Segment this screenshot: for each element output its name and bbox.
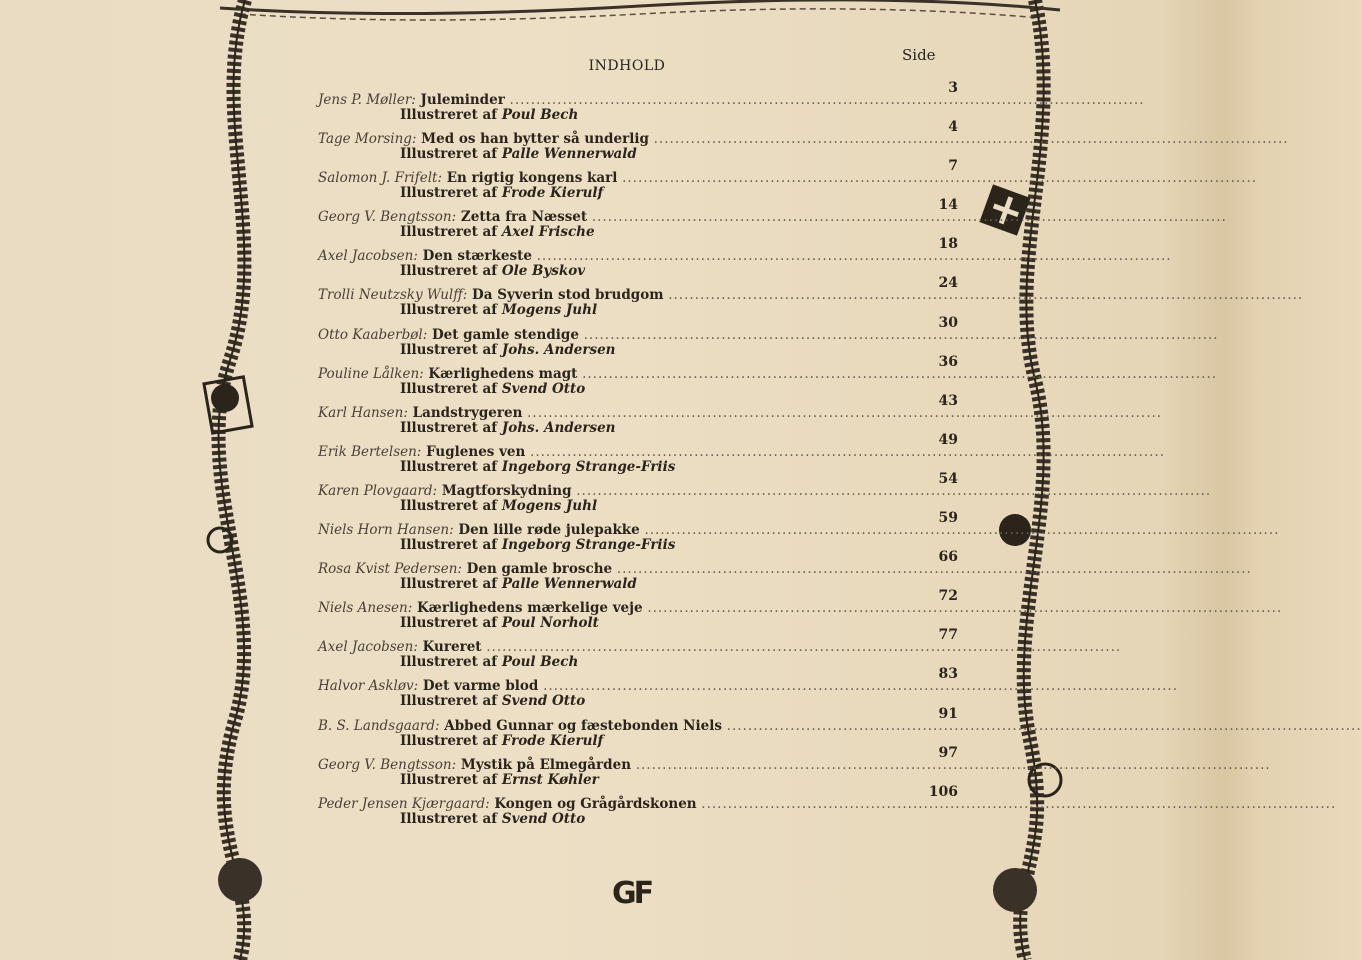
entry-title-line	[318, 209, 1227, 226]
toc-entry	[318, 197, 1227, 242]
entry-author: Niels Anesen:	[318, 600, 413, 617]
entry-title: Kærlighedens mærkelige veje	[416, 600, 643, 617]
entry-illustrator: Frode Kierulf	[501, 732, 604, 749]
entry-illustrator-line	[400, 615, 599, 631]
toc-entry	[318, 158, 1258, 203]
entry-author: Axel Jacobsen:	[318, 639, 418, 656]
entry-author: Karen Plovgaard:	[318, 482, 438, 499]
entry-title: Abbed Gunnar og fæstebonden Niels	[444, 717, 722, 734]
entry-illustrator-line	[400, 654, 578, 670]
illustrated-prefix: Illustreret af	[400, 185, 498, 202]
entry-title-line	[318, 92, 1145, 108]
illustrated-prefix: Illustreret af	[400, 576, 498, 593]
entry-author: Otto Kaaberbøl:	[318, 326, 428, 343]
page-number: 54	[938, 470, 958, 487]
entry-author: Axel Jacobsen:	[318, 248, 418, 265]
entry-illustrator-line	[400, 459, 675, 475]
illustrated-prefix: Illustreret af	[400, 497, 498, 514]
page-number: 24	[938, 275, 958, 292]
contents-heading: INDHOLD	[588, 58, 666, 74]
toc-entry	[318, 744, 1271, 790]
entry-title-line	[318, 561, 1252, 578]
entry-illustrator: Ernst Køhler	[501, 771, 599, 788]
entry-author: Pouline Lålken:	[318, 365, 424, 382]
entry-illustrator-line	[400, 107, 578, 123]
entry-title: Kureret	[422, 639, 482, 656]
page-number: 36	[938, 353, 958, 370]
entry-author: Jens P. Møller:	[318, 92, 416, 108]
entry-illustrator-line	[400, 420, 615, 436]
dot-leader: ........................................................................................................................	[583, 326, 1219, 343]
illustrated-prefix: Illustreret af	[400, 146, 498, 163]
entry-author: Salomon J. Frifelt:	[318, 170, 443, 187]
entry-illustrator: Palle Wennerwald	[501, 146, 637, 163]
illustrated-prefix: Illustreret af	[400, 810, 498, 827]
entry-illustrator: Poul Bech	[501, 654, 579, 671]
entry-author: Georg V. Bengtsson:	[318, 209, 457, 226]
entry-author: Trolli Neutzsky Wulff:	[318, 287, 468, 304]
entry-illustrator: Poul Bech	[501, 107, 579, 123]
page-number: 97	[938, 744, 958, 761]
entry-title-line	[318, 482, 1212, 499]
entry-author: Karl Hansen:	[318, 404, 408, 421]
entry-illustrator-line	[400, 263, 585, 279]
dot-leader: ........................................................................................................................	[616, 561, 1252, 578]
entry-author: Peder Jensen Kjærgaard:	[318, 795, 490, 812]
entry-title: Magtforskydning	[441, 482, 572, 499]
entry-illustrator-line	[400, 224, 595, 240]
page-number: 72	[938, 588, 958, 605]
entry-author: Tage Morsing:	[318, 131, 417, 148]
entry-illustrator-line	[400, 537, 675, 553]
page-column-label: Side	[902, 46, 936, 64]
illustrated-prefix: Illustreret af	[400, 771, 498, 788]
dot-leader: ........................................................................................................................	[486, 639, 1122, 656]
illustrated-prefix: Illustreret af	[400, 458, 498, 475]
dot-leader: ........................................................................................................................	[530, 443, 1165, 460]
entry-title-line	[318, 756, 1271, 773]
entry-illustrator: Palle Wennerwald	[501, 576, 637, 593]
illustrated-prefix: Illustreret af	[400, 419, 498, 436]
entry-title: Da Syverin stod brudgom	[472, 287, 664, 304]
entry-author: B. S. Landsgaard:	[318, 717, 440, 734]
page-number: 49	[938, 431, 958, 448]
toc-entry	[318, 588, 1283, 633]
entry-title-line	[318, 600, 1283, 617]
top-decorative-border	[200, 0, 1080, 30]
entry-title: Med os han bytter så underlig	[421, 131, 649, 148]
entry-title: Kongen og Grågårdskonen	[494, 795, 697, 812]
illustrated-prefix: Illustreret af	[400, 732, 498, 749]
entry-title-line	[318, 170, 1258, 187]
page-number: 7	[948, 158, 958, 175]
entry-title-line	[318, 639, 1122, 656]
entry-title-line	[318, 795, 1337, 812]
page-number: 18	[938, 236, 958, 253]
entry-author: Erik Bertelsen:	[318, 443, 422, 460]
page-number: 43	[938, 392, 958, 409]
page-number: 59	[938, 510, 958, 527]
dot-leader: ........................................................................................................................	[543, 678, 1179, 695]
entry-title-line	[318, 287, 1304, 304]
dot-leader: ........................................................................................................................	[536, 248, 1172, 265]
toc-entry	[318, 314, 1219, 360]
dot-leader: ........................................................................................................................	[647, 600, 1283, 617]
entry-title-line	[318, 443, 1165, 460]
publisher-logo	[612, 876, 672, 916]
entry-title: Den stærkeste	[422, 248, 532, 265]
entry-author: Niels Horn Hansen:	[318, 522, 454, 539]
toc-entry	[318, 236, 1172, 281]
toc-entry	[318, 549, 1252, 594]
illustrated-prefix: Illustreret af	[400, 341, 498, 358]
entry-title-line	[318, 131, 1289, 148]
toc-entry	[318, 392, 1163, 438]
entry-title-line	[318, 404, 1163, 421]
entry-title: Det gamle stendige	[431, 326, 579, 343]
page-number: 91	[938, 705, 958, 722]
entry-title: Zetta fra Næsset	[460, 209, 588, 226]
page-number: 30	[938, 314, 958, 331]
dot-leader: ........................................................................................................................	[668, 287, 1304, 304]
entry-illustrator: Poul Norholt	[501, 615, 599, 632]
entry-title: Landstrygeren	[412, 404, 523, 421]
illustrated-prefix: Illustreret af	[400, 107, 498, 123]
dot-leader: ........................................................................................................................	[701, 795, 1337, 812]
entry-illustrator: Johs. Andersen	[501, 341, 616, 358]
entry-author: Halvor Askløv:	[318, 678, 419, 695]
illustrated-prefix: Illustreret af	[400, 654, 498, 671]
entry-title: Juleminder	[420, 92, 505, 108]
entry-illustrator: Ole Byskov	[501, 263, 586, 280]
page-number: 66	[938, 549, 958, 566]
illustrated-prefix: Illustreret af	[400, 224, 498, 241]
entry-illustrator: Frode Kierulf	[501, 185, 604, 202]
entry-title-line	[318, 365, 1218, 382]
entry-title: Mystik på Elmegården	[460, 756, 632, 773]
entry-illustrator: Mogens Juhl	[501, 497, 598, 514]
toc-entry	[318, 783, 1337, 829]
page-number: 4	[948, 119, 958, 136]
entry-illustrator-line	[400, 811, 585, 827]
entry-illustrator-line	[400, 381, 585, 397]
dot-leader: ........................................................................................................................	[576, 482, 1212, 499]
entry-author: Georg V. Bengtsson:	[318, 756, 457, 773]
entry-title-line	[318, 678, 1179, 695]
illustrated-prefix: Illustreret af	[400, 693, 498, 710]
page-number: 3	[948, 80, 958, 96]
entry-title-line	[318, 326, 1219, 343]
dot-leader: ........................................................................................................................	[509, 92, 1145, 108]
entry-title-line	[318, 248, 1172, 265]
illustrated-prefix: Illustreret af	[400, 615, 498, 632]
entry-title-line	[318, 717, 1362, 734]
toc-entry	[318, 705, 1362, 751]
dot-leader: ........................................................................................................................	[635, 756, 1271, 773]
entry-title: Kærlighedens magt	[428, 365, 578, 382]
dot-leader: ........................................................................................................................	[582, 365, 1218, 382]
table-of-contents	[318, 80, 1362, 829]
entry-illustrator: Svend Otto	[501, 380, 586, 397]
entry-illustrator: Ingeborg Strange-Friis	[501, 458, 676, 475]
toc-entry	[318, 431, 1165, 477]
entry-illustrator: Ingeborg Strange-Friis	[501, 537, 676, 554]
left-garland-border-decoration	[190, 0, 300, 960]
entry-title-line	[318, 522, 1280, 539]
entry-title: En rigtig kongens karl	[446, 170, 618, 187]
toc-entry	[318, 80, 1145, 125]
page-number: 106	[928, 783, 958, 800]
dot-leader: ........................................................................................................................	[622, 170, 1258, 187]
entry-title: Den lille røde julepakke	[458, 522, 640, 539]
dot-leader: ........................................................................................................................	[653, 131, 1289, 148]
entry-illustrator-line	[400, 146, 637, 162]
entry-illustrator-line	[400, 772, 599, 788]
dot-leader: ........................................................................................................................	[726, 717, 1362, 734]
entry-illustrator: Axel Frische	[501, 224, 595, 241]
entry-illustrator-line	[400, 576, 637, 592]
illustrated-prefix: Illustreret af	[400, 302, 498, 319]
entry-author: Rosa Kvist Pedersen:	[318, 561, 462, 578]
entry-illustrator: Svend Otto	[501, 693, 586, 710]
toc-entry	[318, 353, 1218, 399]
dot-leader: ........................................................................................................................	[591, 209, 1227, 226]
page-number: 14	[938, 197, 958, 214]
entry-illustrator: Svend Otto	[501, 810, 586, 827]
entry-title: Den gamle brosche	[466, 561, 613, 578]
page-number: 77	[938, 627, 958, 644]
publisher-logo-text: GF	[612, 876, 652, 911]
dot-leader: ........................................................................................................................	[644, 522, 1280, 539]
page-number: 83	[938, 666, 958, 683]
entry-title: Fuglenes ven	[426, 443, 526, 460]
toc-entry	[318, 627, 1122, 672]
toc-entry	[318, 275, 1304, 320]
entry-title: Det varme blod	[422, 678, 539, 695]
entry-illustrator-line	[400, 342, 615, 358]
toc-entry	[318, 119, 1289, 164]
entry-illustrator-line	[400, 498, 597, 514]
illustrated-prefix: Illustreret af	[400, 380, 498, 397]
entry-illustrator: Johs. Andersen	[501, 419, 616, 436]
entry-illustrator-line	[400, 185, 603, 201]
toc-entry	[318, 510, 1280, 555]
entry-illustrator: Mogens Juhl	[501, 302, 598, 319]
entry-illustrator-line	[400, 302, 597, 318]
toc-entry	[318, 666, 1179, 711]
toc-entry	[318, 470, 1212, 516]
dot-leader: ........................................................................................................................	[527, 404, 1163, 421]
illustrated-prefix: Illustreret af	[400, 263, 498, 280]
illustrated-prefix: Illustreret af	[400, 537, 498, 554]
entry-illustrator-line	[400, 733, 603, 749]
entry-illustrator-line	[400, 693, 585, 709]
